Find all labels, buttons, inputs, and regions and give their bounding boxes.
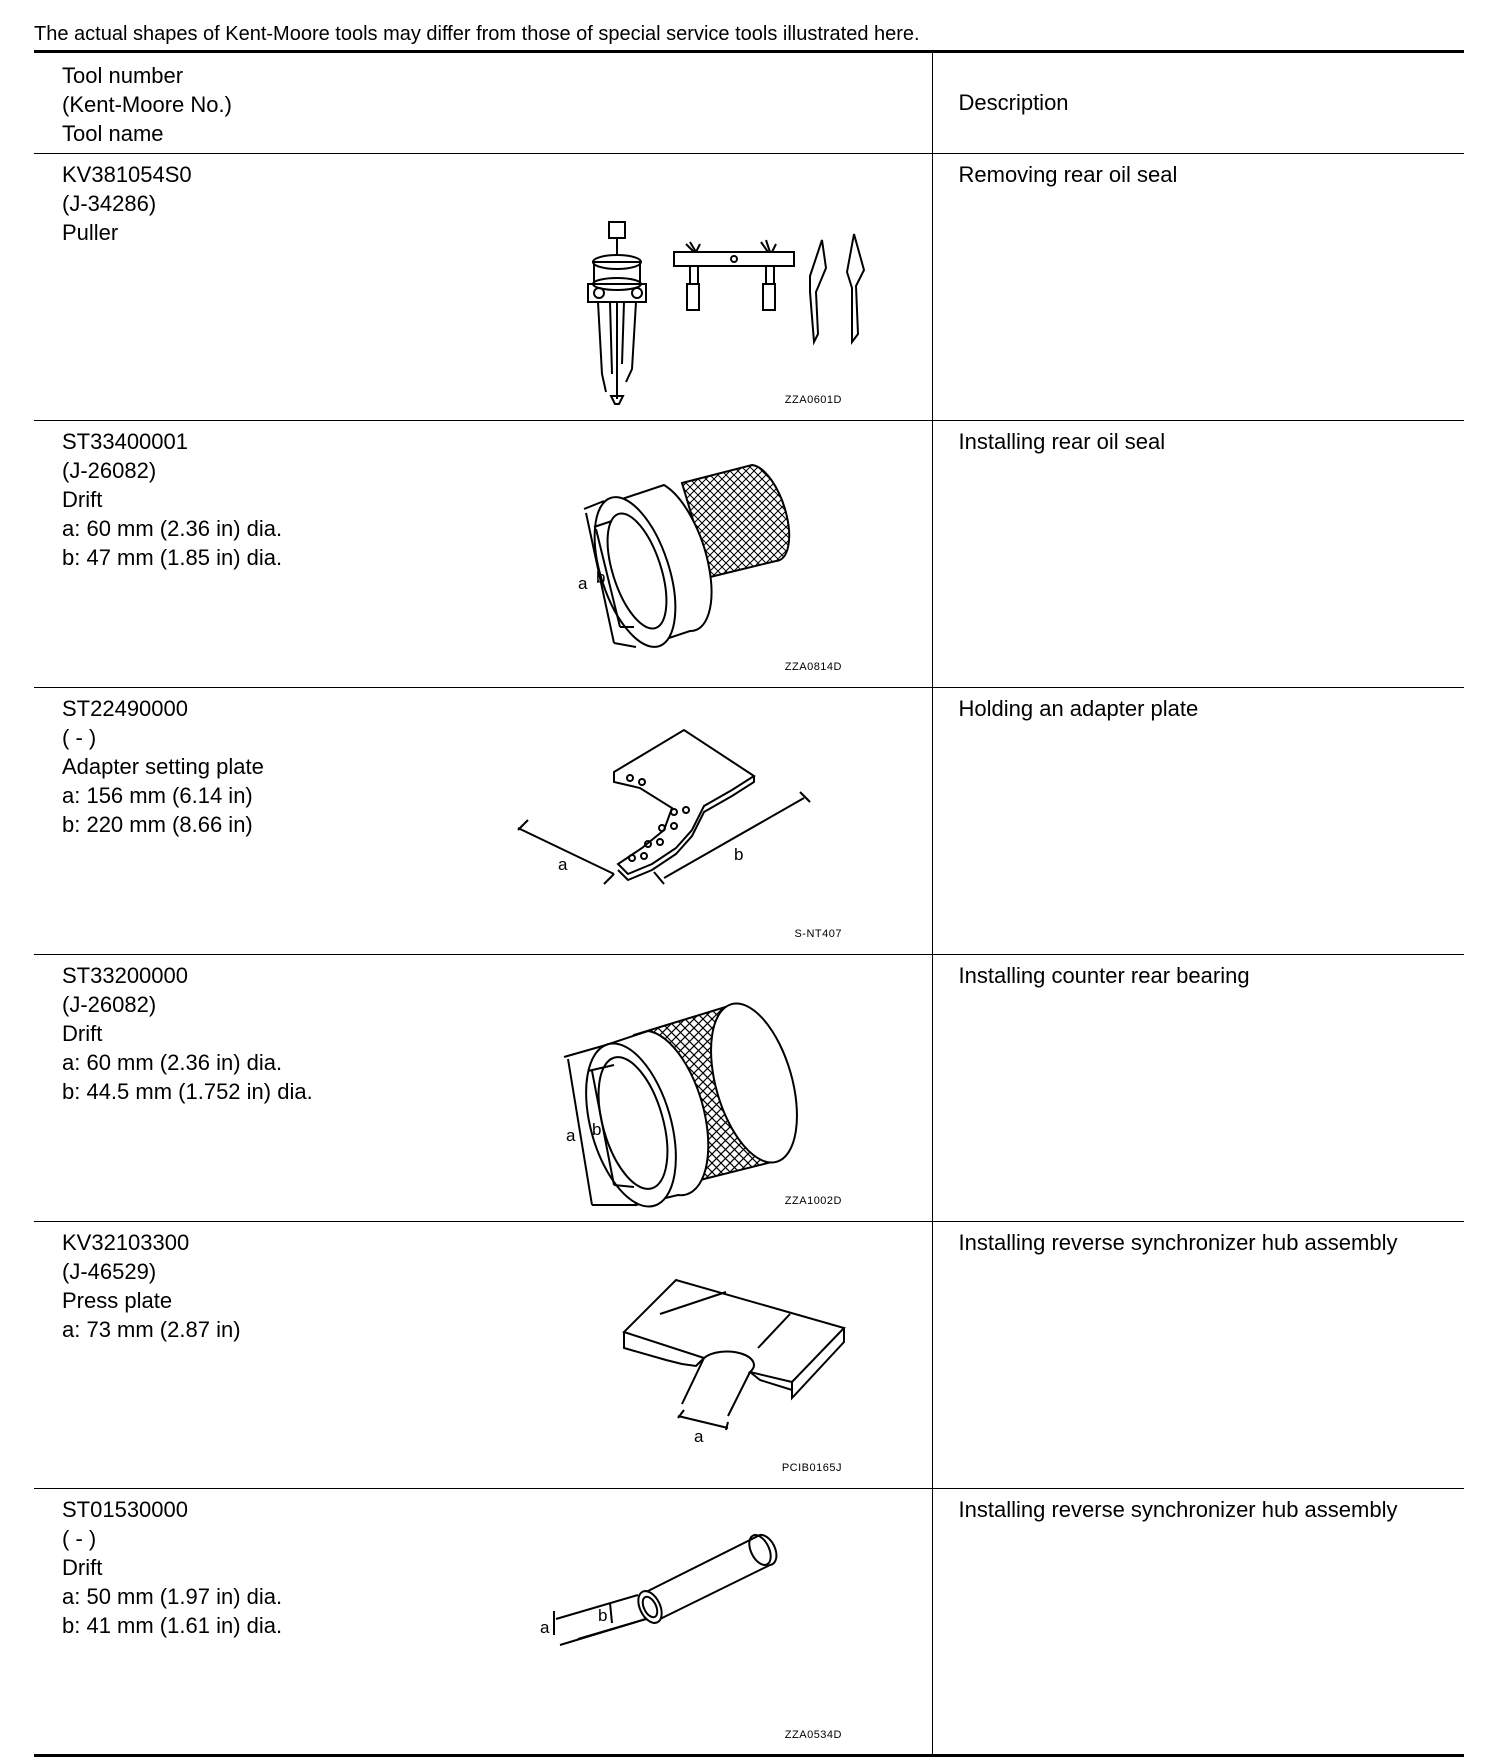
tool-name: Adapter setting plate <box>62 754 264 779</box>
tool-number: KV381054S0 <box>62 162 192 187</box>
description-cell <box>932 1222 1464 1489</box>
tool-cell <box>34 1489 932 1756</box>
tool-cell <box>34 688 932 955</box>
kent-moore-number: (J-26082) <box>62 458 157 483</box>
table-row <box>34 688 1464 955</box>
description-cell <box>932 421 1464 688</box>
kent-moore-number: (J-46529) <box>62 1259 157 1284</box>
page-note: The actual shapes of Kent-Moore tools may differ from those of special service tools illustrated here. <box>34 23 920 45</box>
header-kent-moore-no: (Kent-Moore No.) <box>62 92 232 117</box>
table-row <box>34 154 1464 421</box>
tool-description: Installing counter rear bearing <box>958 963 1250 988</box>
description-cell <box>932 955 1464 1222</box>
dim-label-a: a <box>578 574 588 593</box>
header-description: Description <box>958 90 1069 115</box>
figure-code: ZZA0814D <box>784 661 842 673</box>
tool-number: ST01530000 <box>62 1497 188 1522</box>
tool-number: ST33200000 <box>62 963 188 988</box>
tool-description: Installing rear oil seal <box>958 429 1166 454</box>
figure-code: ZZA0534D <box>784 1729 842 1741</box>
tool-description: Holding an adapter plate <box>958 696 1199 721</box>
table-row <box>34 421 1464 688</box>
header-tool-name: Tool name <box>62 121 164 146</box>
dim-label-b: b <box>596 568 606 587</box>
header-tool-column <box>34 52 932 154</box>
dimension-b: b: 220 mm (8.66 in) <box>62 812 253 837</box>
figure-code: ZZA1002D <box>784 1195 842 1207</box>
dimension-a: a: 73 mm (2.87 in) <box>62 1317 241 1342</box>
description-cell <box>932 1489 1464 1756</box>
table-row <box>34 1489 1464 1756</box>
drift-icon <box>514 431 884 681</box>
tool-cell <box>34 154 932 421</box>
dimension-a: a: 60 mm (2.36 in) dia. <box>62 1050 283 1075</box>
tool-number: ST22490000 <box>62 696 188 721</box>
tool-cell <box>34 955 932 1222</box>
description-cell <box>932 688 1464 955</box>
dimension-a: a: 50 mm (1.97 in) dia. <box>62 1584 283 1609</box>
tool-cell <box>34 1222 932 1489</box>
dimension-a: a: 156 mm (6.14 in) <box>62 783 253 808</box>
dim-label-a: a <box>558 855 568 874</box>
table-row <box>34 1222 1464 1489</box>
tool-description: Removing rear oil seal <box>958 162 1178 187</box>
dim-label-a: a <box>566 1126 576 1145</box>
special-service-tools-table <box>34 50 1464 1757</box>
tool-description: Installing reverse synchronizer hub assembly <box>958 1497 1398 1522</box>
puller-icon <box>514 164 884 414</box>
tool-cell <box>34 421 932 688</box>
tool-number: ST33400001 <box>62 429 188 454</box>
dim-label-a: a <box>694 1427 704 1446</box>
tool-name: Drift <box>62 487 103 512</box>
table-header-row <box>34 52 1464 154</box>
tool-name: Press plate <box>62 1288 173 1313</box>
tool-description: Installing reverse synchronizer hub assembly <box>958 1230 1398 1255</box>
kent-moore-number: ( - ) <box>62 725 97 750</box>
figure-code: PCIB0165J <box>781 1462 842 1474</box>
kent-moore-number: (J-26082) <box>62 992 157 1017</box>
tool-name: Drift <box>62 1021 103 1046</box>
dimension-a: a: 60 mm (2.36 in) dia. <box>62 516 283 541</box>
dimension-b: b: 47 mm (1.85 in) dia. <box>62 545 283 570</box>
tool-name: Drift <box>62 1555 103 1580</box>
dim-label-b: b <box>598 1606 608 1625</box>
tool-number: KV32103300 <box>62 1230 190 1255</box>
adapter-plate-icon <box>514 698 884 948</box>
dim-label-b: b <box>734 845 744 864</box>
dim-label-a: a <box>540 1618 550 1637</box>
drift-tube-icon <box>514 1499 884 1749</box>
header-description-column <box>932 52 1464 154</box>
drift-icon <box>514 965 884 1215</box>
kent-moore-number: (J-34286) <box>62 191 157 216</box>
dimension-b: b: 41 mm (1.61 in) dia. <box>62 1613 283 1638</box>
table-row <box>34 955 1464 1222</box>
press-plate-icon <box>514 1232 884 1482</box>
dimension-b: b: 44.5 mm (1.752 in) dia. <box>62 1079 313 1104</box>
kent-moore-number: ( - ) <box>62 1526 97 1551</box>
dim-label-b: b <box>592 1120 602 1139</box>
figure-code: S-NT407 <box>794 928 842 940</box>
header-tool-number: Tool number <box>62 63 184 88</box>
tool-name: Puller <box>62 220 119 245</box>
figure-code: ZZA0601D <box>784 394 842 406</box>
description-cell <box>932 154 1464 421</box>
